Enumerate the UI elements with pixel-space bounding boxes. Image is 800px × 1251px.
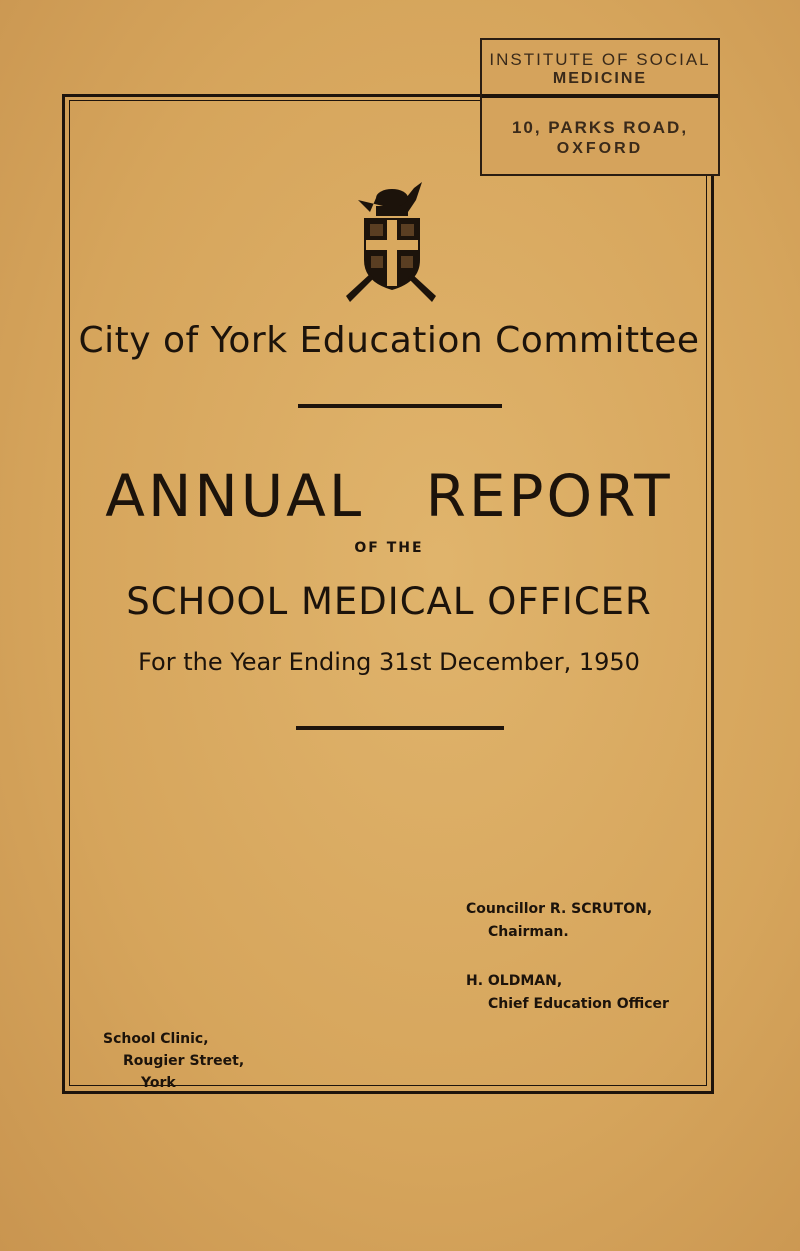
page-title: City of York Education Committee [78,320,700,361]
chairman-name: Councillor R. SCRUTON, [466,901,653,917]
stamp-city: OXFORD [556,140,644,157]
address-line-1: School Clinic, [103,1031,209,1047]
address-line-2: Rougier Street, [123,1053,245,1069]
stamp-medicine: MEDICINE [552,70,648,87]
address-line-3: York [141,1075,176,1091]
divider-bottom [296,726,504,730]
report-heading: ANNUAL REPORT [105,462,673,530]
address-block [103,1028,244,1094]
officer-name: H. OLDMAN, [466,973,563,989]
officials-block [466,898,669,1016]
report-period: For the Year Ending 31st December, 1950 [138,648,640,676]
stamp-divider [482,94,718,98]
stamp-institute: INSTITUTE OF SOCIAL [489,50,711,69]
coat-of-arms-icon [336,178,446,306]
library-stamp [480,38,720,176]
chairman-role: Chairman. [488,924,569,940]
stamp-street: 10, PARKS ROAD, [511,118,689,137]
report-subject: SCHOOL MEDICAL OFFICER [126,580,652,623]
report-of-the: OF THE [354,540,424,556]
officer-role: Chief Education Officer [488,996,669,1012]
divider-top [298,404,502,408]
